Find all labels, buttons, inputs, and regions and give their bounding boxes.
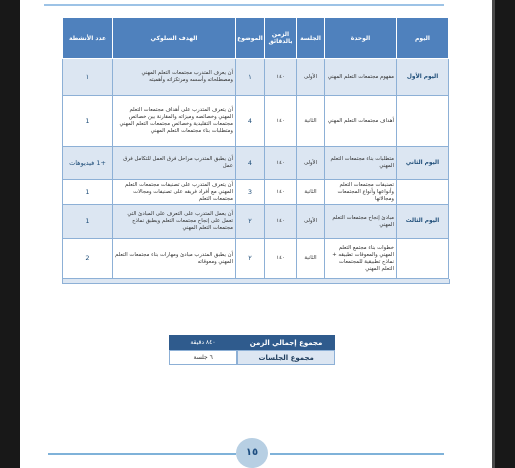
- cell-activities: 2: [63, 239, 113, 279]
- training-schedule-table: [62, 17, 449, 279]
- cell-time: ١٤٠: [265, 180, 297, 205]
- total-sessions-label: مجموع الجلسات: [237, 350, 335, 365]
- cell-activities: 1: [63, 180, 113, 205]
- total-sessions-value: ٦ جلسة: [169, 350, 237, 365]
- cell-activities: 1: [63, 96, 113, 147]
- totals-box: [169, 335, 335, 365]
- cell-topic: ٢: [236, 205, 265, 239]
- cell-goal: أن يتعرف المتدرب على أهداف مجتمعات التعلم المهني وخصائصه وميزاته والمقارنة بين خصائص مجتمعات التقليدية وخصائص مجتمعات التعلم المهني ومتطلبات بناء مجتمعات التعلم المهني: [113, 96, 236, 147]
- total-time-row: [169, 335, 335, 350]
- right-dark-border: [495, 0, 515, 468]
- cell-topic: ١: [236, 59, 265, 96]
- cell-unit: مفهوم مجتمعات التعلم المهني: [325, 59, 397, 96]
- left-dark-border: [0, 0, 20, 468]
- cell-goal: أن يطبق المتدرب مراحل فرق العمل للتكامل فرق عمل: [113, 147, 236, 180]
- page-number: ١٥: [236, 438, 268, 468]
- cell-day: [397, 180, 449, 205]
- cell-topic: 4: [236, 96, 265, 147]
- table-header-row: [63, 18, 449, 59]
- cell-unit: مبادئ إنجاح مجتمعات التعلم المهني: [325, 205, 397, 239]
- cell-activities: +1 فيديوهات: [63, 147, 113, 180]
- cell-topic: 3: [236, 180, 265, 205]
- header-goal: الهدف السلوكي: [113, 18, 236, 59]
- table-bottom-band: [62, 279, 450, 284]
- table-row: [63, 239, 449, 279]
- table-row: [63, 180, 449, 205]
- cell-session: الثانية: [297, 180, 325, 205]
- cell-time: ١٤٠: [265, 239, 297, 279]
- cell-unit: خطوات بناء مجتمع التعلم المهني والمعوقات تطبيقه + نماذج تطبيقية للمجتمعات التعلم المهني: [325, 239, 397, 279]
- cell-day: [397, 239, 449, 279]
- cell-session: الثانية: [297, 239, 325, 279]
- cell-time: ١٤٠: [265, 96, 297, 147]
- cell-time: ١٤٠: [265, 59, 297, 96]
- top-rule: [44, 4, 444, 6]
- header-activities: عدد الأنشطة: [63, 18, 113, 59]
- table-row: [63, 96, 449, 147]
- cell-unit: أهداف مجتمعات التعلم المهني: [325, 96, 397, 147]
- cell-time: ١٤٠: [265, 205, 297, 239]
- cell-topic: 4: [236, 147, 265, 180]
- cell-goal: أن يطبق المتدرب مبادئ ومهارات بناء مجتمعات التعلم المهني ومعوقاته: [113, 239, 236, 279]
- cell-day: اليوم الثاني: [397, 147, 449, 180]
- cell-session: الأولى: [297, 205, 325, 239]
- header-time: الزمن بالدقائق: [265, 18, 297, 59]
- cell-goal: أن يعرف المتدرب مجتمعات التعلم المهني ومصطلحاته وأسسه ومرتكزاته وأهميته: [113, 59, 236, 96]
- table-row: [63, 205, 449, 239]
- total-time-value: ٨٤٠ دقيقة: [169, 335, 237, 350]
- cell-session: الأولى: [297, 59, 325, 96]
- header-day: اليوم: [397, 18, 449, 59]
- cell-activities: ١: [63, 59, 113, 96]
- table-row: [63, 59, 449, 96]
- cell-goal: أن يتعرف المتدرب على تصنيفات مجتمعات التعلم المهني مع أفراد فريقه على تصنيفات ومجالات مجتمعات التعلم: [113, 180, 236, 205]
- header-topic: الموضوع: [236, 18, 265, 59]
- total-time-label: مجموع إجمالي الزمن: [237, 335, 335, 350]
- cell-day: اليوم الثالث: [397, 205, 449, 239]
- cell-goal: أن يعمل المتدرب على التعرف على المبادئ التي تعمل على إنجاح مجتمعات التعلم ويطبق نماذج مجتمعات التعلم المهني: [113, 205, 236, 239]
- cell-activities: 1: [63, 205, 113, 239]
- total-sessions-row: [169, 350, 335, 365]
- header-session: الجلسة: [297, 18, 325, 59]
- cell-session: الأولى: [297, 147, 325, 180]
- cell-topic: ٢: [236, 239, 265, 279]
- cell-unit: متطلبات بناء مجتمعات التعلم المهني: [325, 147, 397, 180]
- cell-day: [397, 96, 449, 147]
- cell-unit: تصنيفات مجتمعات التعلم وأنواعها وأنواع المجتمعات ومجالاتها: [325, 180, 397, 205]
- cell-day: اليوم الأول: [397, 59, 449, 96]
- header-unit: الوحدة: [325, 18, 397, 59]
- table-row: [63, 147, 449, 180]
- footer-rule-right: [270, 453, 444, 455]
- footer-rule-left: [48, 453, 236, 455]
- cell-session: الثانية: [297, 96, 325, 147]
- cell-time: ١٤٠: [265, 147, 297, 180]
